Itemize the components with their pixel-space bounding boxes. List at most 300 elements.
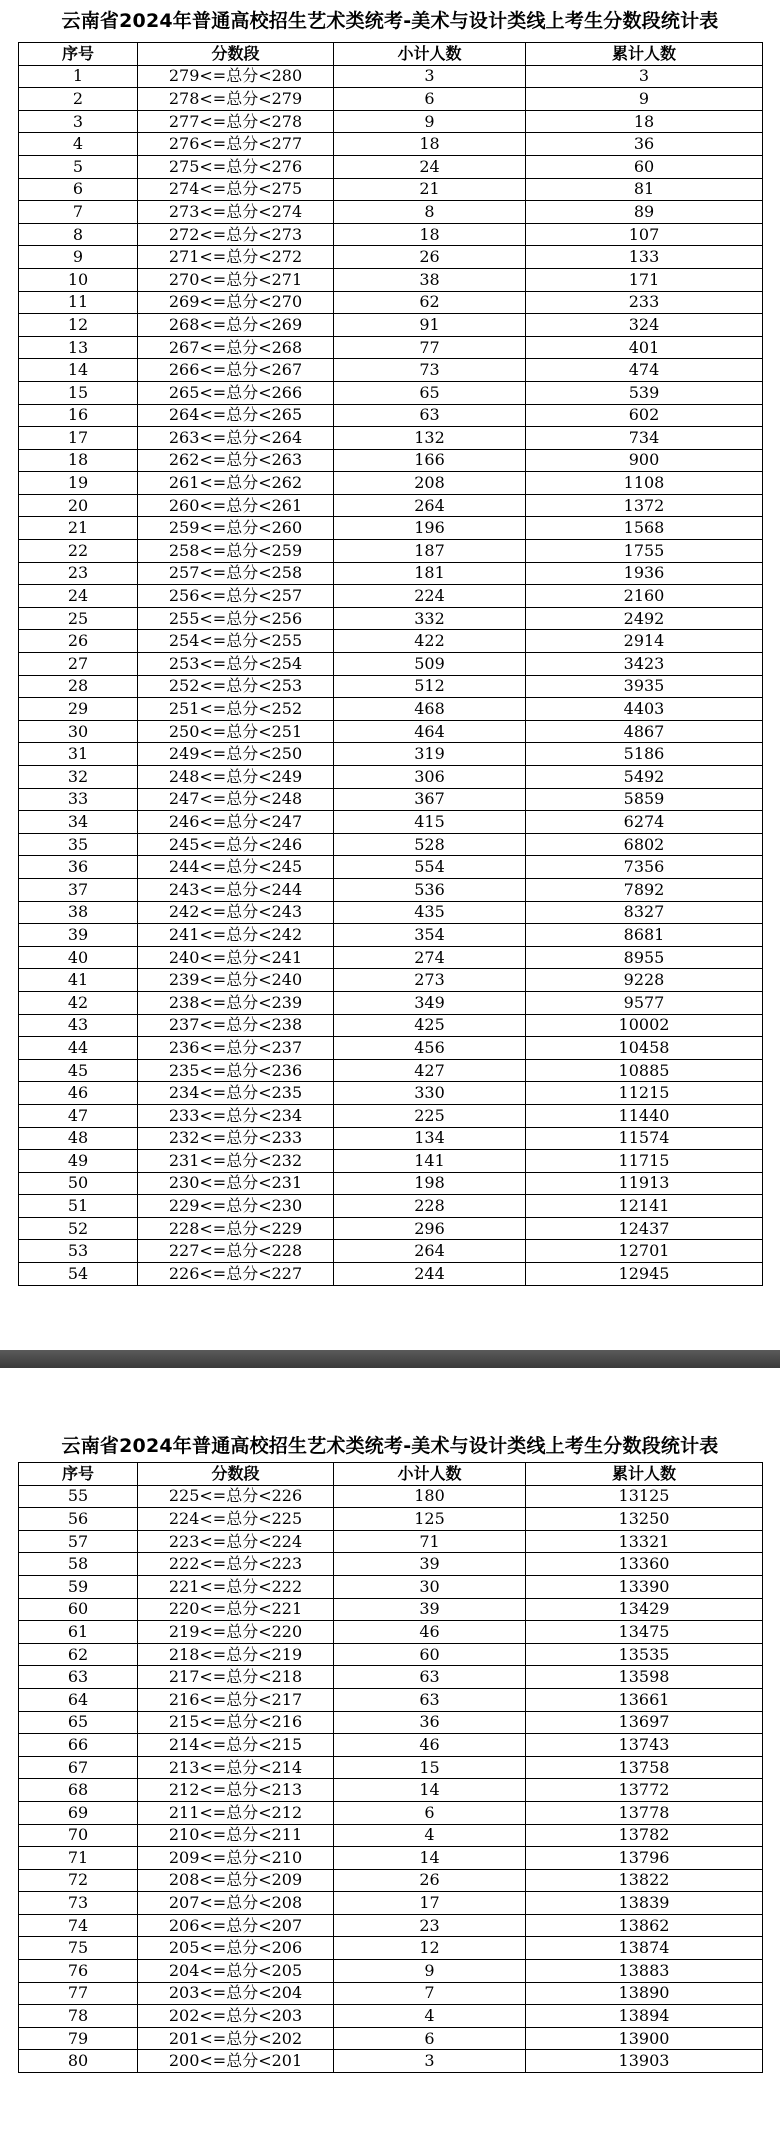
cell-index: 75: [19, 1937, 138, 1960]
cell-cumulative: 10002: [526, 1014, 763, 1037]
cell-cumulative: 18: [526, 110, 763, 133]
cell-cumulative: 13360: [526, 1553, 763, 1576]
cell-score-range: 276<=总分<277: [138, 133, 334, 156]
cell-score-range: 278<=总分<279: [138, 88, 334, 111]
cell-index: 6: [19, 178, 138, 201]
cell-index: 36: [19, 856, 138, 879]
cell-subtotal: 73: [334, 359, 526, 382]
cell-index: 55: [19, 1485, 138, 1508]
cell-cumulative: 539: [526, 381, 763, 404]
table-row: [19, 630, 763, 653]
table-row: [19, 336, 763, 359]
cell-score-range: 216<=总分<217: [138, 1688, 334, 1711]
cell-score-range: 256<=总分<257: [138, 585, 334, 608]
cell-score-range: 229<=总分<230: [138, 1195, 334, 1218]
table-row: [19, 1734, 763, 1757]
cell-subtotal: 8: [334, 201, 526, 224]
cell-cumulative: 3935: [526, 675, 763, 698]
cell-score-range: 217<=总分<218: [138, 1666, 334, 1689]
table-row: [19, 1711, 763, 1734]
cell-score-range: 238<=总分<239: [138, 991, 334, 1014]
cell-index: 29: [19, 698, 138, 721]
cell-index: 33: [19, 788, 138, 811]
cell-index: 59: [19, 1575, 138, 1598]
cell-cumulative: 81: [526, 178, 763, 201]
table-row: [19, 427, 763, 450]
cell-score-range: 242<=总分<243: [138, 901, 334, 924]
cell-index: 44: [19, 1037, 138, 1060]
cell-index: 7: [19, 201, 138, 224]
cell-subtotal: 244: [334, 1263, 526, 1286]
table-body: [19, 65, 763, 1285]
table-row: [19, 1937, 763, 1960]
table-row: [19, 494, 763, 517]
cell-score-range: 250<=总分<251: [138, 720, 334, 743]
cell-index: 68: [19, 1779, 138, 1802]
cell-score-range: 245<=总分<246: [138, 833, 334, 856]
cell-index: 47: [19, 1104, 138, 1127]
cell-subtotal: 228: [334, 1195, 526, 1218]
cell-subtotal: 6: [334, 2027, 526, 2050]
cell-score-range: 251<=总分<252: [138, 698, 334, 721]
cell-score-range: 222<=总分<223: [138, 1553, 334, 1576]
cell-score-range: 258<=总分<259: [138, 540, 334, 563]
cell-subtotal: 512: [334, 675, 526, 698]
table-row: [19, 675, 763, 698]
table-row: [19, 1263, 763, 1286]
cell-cumulative: 6802: [526, 833, 763, 856]
cell-subtotal: 180: [334, 1485, 526, 1508]
cell-score-range: 257<=总分<258: [138, 562, 334, 585]
cell-cumulative: 12701: [526, 1240, 763, 1263]
cell-cumulative: 13874: [526, 1937, 763, 1960]
cell-cumulative: 13758: [526, 1756, 763, 1779]
cell-cumulative: 13900: [526, 2027, 763, 2050]
table-row: [19, 133, 763, 156]
table-row: [19, 1688, 763, 1711]
table-row: [19, 946, 763, 969]
cell-cumulative: 11440: [526, 1104, 763, 1127]
cell-index: 15: [19, 381, 138, 404]
cell-index: 50: [19, 1172, 138, 1195]
cell-subtotal: 330: [334, 1082, 526, 1105]
cell-cumulative: 89: [526, 201, 763, 224]
table-row: [19, 1530, 763, 1553]
table-row: [19, 1240, 763, 1263]
cell-index: 49: [19, 1150, 138, 1173]
cell-score-range: 212<=总分<213: [138, 1779, 334, 1802]
score-table: [18, 42, 763, 1286]
col-header-cumulative: 累计人数: [526, 43, 763, 66]
cell-index: 16: [19, 404, 138, 427]
cell-score-range: 272<=总分<273: [138, 223, 334, 246]
cell-index: 18: [19, 449, 138, 472]
table-row: [19, 359, 763, 382]
cell-index: 38: [19, 901, 138, 924]
cell-index: 17: [19, 427, 138, 450]
cell-score-range: 202<=总分<203: [138, 2005, 334, 2028]
table-row: [19, 833, 763, 856]
table-row: [19, 2027, 763, 2050]
header-row: [19, 43, 763, 66]
cell-score-range: 269<=总分<270: [138, 291, 334, 314]
cell-index: 39: [19, 924, 138, 947]
cell-score-range: 248<=总分<249: [138, 766, 334, 789]
cell-index: 2: [19, 88, 138, 111]
cell-score-range: 206<=总分<207: [138, 1914, 334, 1937]
cell-subtotal: 349: [334, 991, 526, 1014]
cell-index: 40: [19, 946, 138, 969]
cell-cumulative: 13894: [526, 2005, 763, 2028]
cell-score-range: 255<=总分<256: [138, 607, 334, 630]
cell-subtotal: 319: [334, 743, 526, 766]
table-row: [19, 2050, 763, 2073]
cell-cumulative: 4867: [526, 720, 763, 743]
cell-index: 26: [19, 630, 138, 653]
cell-index: 35: [19, 833, 138, 856]
cell-cumulative: 11215: [526, 1082, 763, 1105]
header-row: [19, 1463, 763, 1486]
cell-subtotal: 464: [334, 720, 526, 743]
table-row: [19, 585, 763, 608]
cell-score-range: 240<=总分<241: [138, 946, 334, 969]
cell-subtotal: 17: [334, 1892, 526, 1915]
cell-subtotal: 60: [334, 1643, 526, 1666]
table-row: [19, 562, 763, 585]
cell-subtotal: 12: [334, 1937, 526, 1960]
cell-cumulative: 7356: [526, 856, 763, 879]
cell-subtotal: 264: [334, 494, 526, 517]
cell-subtotal: 468: [334, 698, 526, 721]
cell-cumulative: 8327: [526, 901, 763, 924]
table-row: [19, 991, 763, 1014]
cell-index: 69: [19, 1801, 138, 1824]
table-row: [19, 178, 763, 201]
cell-subtotal: 125: [334, 1508, 526, 1531]
cell-index: 41: [19, 969, 138, 992]
cell-cumulative: 13903: [526, 2050, 763, 2073]
page-title: 云南省2024年普通高校招生艺术类统考-美术与设计类线上考生分数段统计表: [61, 1435, 719, 1457]
cell-subtotal: 71: [334, 1530, 526, 1553]
cell-subtotal: 15: [334, 1756, 526, 1779]
cell-index: 73: [19, 1892, 138, 1915]
cell-subtotal: 18: [334, 133, 526, 156]
cell-cumulative: 13796: [526, 1847, 763, 1870]
cell-score-range: 271<=总分<272: [138, 246, 334, 269]
cell-score-range: 211<=总分<212: [138, 1801, 334, 1824]
cell-subtotal: 196: [334, 517, 526, 540]
cell-cumulative: 13475: [526, 1621, 763, 1644]
cell-score-range: 232<=总分<233: [138, 1127, 334, 1150]
cell-score-range: 227<=总分<228: [138, 1240, 334, 1263]
cell-cumulative: 4403: [526, 698, 763, 721]
cell-subtotal: 46: [334, 1734, 526, 1757]
table-row: [19, 743, 763, 766]
cell-score-range: 249<=总分<250: [138, 743, 334, 766]
cell-score-range: 203<=总分<204: [138, 1982, 334, 2005]
cell-score-range: 234<=总分<235: [138, 1082, 334, 1105]
cell-score-range: 277<=总分<278: [138, 110, 334, 133]
cell-subtotal: 39: [334, 1598, 526, 1621]
cell-index: 1: [19, 65, 138, 88]
cell-index: 57: [19, 1530, 138, 1553]
table-row: [19, 1598, 763, 1621]
table-row: [19, 856, 763, 879]
cell-score-range: 223<=总分<224: [138, 1530, 334, 1553]
col-header-subtotal: 小计人数: [334, 1463, 526, 1486]
cell-score-range: 274<=总分<275: [138, 178, 334, 201]
table-row: [19, 517, 763, 540]
cell-subtotal: 46: [334, 1621, 526, 1644]
cell-score-range: 273<=总分<274: [138, 201, 334, 224]
cell-index: 52: [19, 1217, 138, 1240]
table-row: [19, 1575, 763, 1598]
cell-index: 19: [19, 472, 138, 495]
cell-subtotal: 456: [334, 1037, 526, 1060]
cell-score-range: 213<=总分<214: [138, 1756, 334, 1779]
cell-cumulative: 13822: [526, 1869, 763, 1892]
cell-subtotal: 225: [334, 1104, 526, 1127]
cell-subtotal: 39: [334, 1553, 526, 1576]
cell-subtotal: 332: [334, 607, 526, 630]
cell-cumulative: 9: [526, 88, 763, 111]
cell-score-range: 254<=总分<255: [138, 630, 334, 653]
cell-subtotal: 198: [334, 1172, 526, 1195]
cell-cumulative: 12437: [526, 1217, 763, 1240]
cell-cumulative: 13883: [526, 1960, 763, 1983]
cell-index: 14: [19, 359, 138, 382]
table-row: [19, 788, 763, 811]
table-row: [19, 201, 763, 224]
table-row: [19, 540, 763, 563]
table-row: [19, 1756, 763, 1779]
page-title: 云南省2024年普通高校招生艺术类统考-美术与设计类线上考生分数段统计表: [61, 10, 719, 32]
cell-subtotal: 528: [334, 833, 526, 856]
cell-subtotal: 63: [334, 404, 526, 427]
col-header-cumulative: 累计人数: [526, 1463, 763, 1486]
cell-score-range: 201<=总分<202: [138, 2027, 334, 2050]
cell-score-range: 237<=总分<238: [138, 1014, 334, 1037]
cell-subtotal: 264: [334, 1240, 526, 1263]
table-row: [19, 1847, 763, 1870]
cell-score-range: 268<=总分<269: [138, 314, 334, 337]
cell-index: 27: [19, 653, 138, 676]
cell-index: 12: [19, 314, 138, 337]
cell-cumulative: 1755: [526, 540, 763, 563]
table-body: [19, 1485, 763, 2072]
cell-subtotal: 26: [334, 1869, 526, 1892]
cell-cumulative: 9577: [526, 991, 763, 1014]
cell-cumulative: 10885: [526, 1059, 763, 1082]
cell-index: 3: [19, 110, 138, 133]
score-table: [18, 1462, 763, 2073]
cell-subtotal: 14: [334, 1779, 526, 1802]
table-row: [19, 653, 763, 676]
cell-index: 61: [19, 1621, 138, 1644]
cell-index: 22: [19, 540, 138, 563]
cell-subtotal: 296: [334, 1217, 526, 1240]
cell-cumulative: 13778: [526, 1801, 763, 1824]
cell-subtotal: 422: [334, 630, 526, 653]
table-row: [19, 698, 763, 721]
cell-score-range: 236<=总分<237: [138, 1037, 334, 1060]
cell-index: 21: [19, 517, 138, 540]
cell-subtotal: 21: [334, 178, 526, 201]
table-row: [19, 291, 763, 314]
cell-index: 28: [19, 675, 138, 698]
table-row: [19, 1059, 763, 1082]
cell-score-range: 270<=总分<271: [138, 268, 334, 291]
cell-subtotal: 166: [334, 449, 526, 472]
cell-index: 66: [19, 1734, 138, 1757]
cell-score-range: 253<=总分<254: [138, 653, 334, 676]
table-row: [19, 1801, 763, 1824]
cell-score-range: 228<=总分<229: [138, 1217, 334, 1240]
cell-index: 70: [19, 1824, 138, 1847]
cell-score-range: 230<=总分<231: [138, 1172, 334, 1195]
cell-cumulative: 60: [526, 155, 763, 178]
cell-cumulative: 13743: [526, 1734, 763, 1757]
cell-cumulative: 13782: [526, 1824, 763, 1847]
cell-index: 13: [19, 336, 138, 359]
cell-score-range: 267<=总分<268: [138, 336, 334, 359]
cell-cumulative: 5492: [526, 766, 763, 789]
cell-cumulative: 36: [526, 133, 763, 156]
table-row: [19, 878, 763, 901]
cell-score-range: 226<=总分<227: [138, 1263, 334, 1286]
cell-cumulative: 5859: [526, 788, 763, 811]
cell-cumulative: 13390: [526, 1575, 763, 1598]
table-row: [19, 110, 763, 133]
cell-index: 54: [19, 1263, 138, 1286]
cell-score-range: 264<=总分<265: [138, 404, 334, 427]
cell-score-range: 259<=总分<260: [138, 517, 334, 540]
cell-score-range: 204<=总分<205: [138, 1960, 334, 1983]
cell-index: 30: [19, 720, 138, 743]
col-header-index: 序号: [19, 1463, 138, 1486]
cell-score-range: 275<=总分<276: [138, 155, 334, 178]
cell-index: 78: [19, 2005, 138, 2028]
cell-cumulative: 9228: [526, 969, 763, 992]
table-row: [19, 1127, 763, 1150]
cell-cumulative: 6274: [526, 811, 763, 834]
cell-cumulative: 13772: [526, 1779, 763, 1802]
table-row: [19, 1104, 763, 1127]
cell-cumulative: 2160: [526, 585, 763, 608]
cell-index: 9: [19, 246, 138, 269]
col-header-score-range: 分数段: [138, 1463, 334, 1486]
cell-index: 53: [19, 1240, 138, 1263]
cell-score-range: 233<=总分<234: [138, 1104, 334, 1127]
table-row: [19, 268, 763, 291]
cell-cumulative: 8681: [526, 924, 763, 947]
cell-index: 4: [19, 133, 138, 156]
cell-cumulative: 7892: [526, 878, 763, 901]
cell-subtotal: 187: [334, 540, 526, 563]
cell-index: 56: [19, 1508, 138, 1531]
cell-subtotal: 63: [334, 1688, 526, 1711]
cell-cumulative: 900: [526, 449, 763, 472]
cell-subtotal: 38: [334, 268, 526, 291]
cell-subtotal: 4: [334, 1824, 526, 1847]
cell-score-range: 265<=总分<266: [138, 381, 334, 404]
cell-index: 32: [19, 766, 138, 789]
cell-score-range: 200<=总分<201: [138, 2050, 334, 2073]
cell-subtotal: 274: [334, 946, 526, 969]
table-row: [19, 314, 763, 337]
cell-cumulative: 171: [526, 268, 763, 291]
table-row: [19, 607, 763, 630]
table-row: [19, 223, 763, 246]
cell-score-range: 219<=总分<220: [138, 1621, 334, 1644]
cell-cumulative: 3423: [526, 653, 763, 676]
cell-subtotal: 9: [334, 1960, 526, 1983]
cell-score-range: 246<=总分<247: [138, 811, 334, 834]
table-row: [19, 1914, 763, 1937]
table-row: [19, 720, 763, 743]
cell-subtotal: 91: [334, 314, 526, 337]
table-row: [19, 1982, 763, 2005]
cell-subtotal: 141: [334, 1150, 526, 1173]
cell-index: 24: [19, 585, 138, 608]
cell-subtotal: 536: [334, 878, 526, 901]
cell-subtotal: 425: [334, 1014, 526, 1037]
cell-cumulative: 11715: [526, 1150, 763, 1173]
table-row: [19, 924, 763, 947]
cell-subtotal: 181: [334, 562, 526, 585]
cell-index: 51: [19, 1195, 138, 1218]
cell-score-range: 210<=总分<211: [138, 1824, 334, 1847]
cell-score-range: 207<=总分<208: [138, 1892, 334, 1915]
cell-subtotal: 77: [334, 336, 526, 359]
table-row: [19, 472, 763, 495]
cell-cumulative: 8955: [526, 946, 763, 969]
cell-subtotal: 3: [334, 65, 526, 88]
cell-score-range: 220<=总分<221: [138, 1598, 334, 1621]
cell-score-range: 224<=总分<225: [138, 1508, 334, 1531]
cell-subtotal: 554: [334, 856, 526, 879]
cell-subtotal: 65: [334, 381, 526, 404]
cell-subtotal: 208: [334, 472, 526, 495]
cell-index: 48: [19, 1127, 138, 1150]
cell-subtotal: 36: [334, 1711, 526, 1734]
cell-index: 77: [19, 1982, 138, 2005]
table-row: [19, 1172, 763, 1195]
cell-index: 63: [19, 1666, 138, 1689]
cell-subtotal: 415: [334, 811, 526, 834]
cell-cumulative: 107: [526, 223, 763, 246]
table-row: [19, 969, 763, 992]
cell-index: 31: [19, 743, 138, 766]
cell-cumulative: 401: [526, 336, 763, 359]
cell-cumulative: 233: [526, 291, 763, 314]
cell-cumulative: 13697: [526, 1711, 763, 1734]
table-row: [19, 449, 763, 472]
cell-index: 11: [19, 291, 138, 314]
cell-subtotal: 4: [334, 2005, 526, 2028]
cell-index: 10: [19, 268, 138, 291]
col-header-subtotal: 小计人数: [334, 43, 526, 66]
cell-cumulative: 13661: [526, 1688, 763, 1711]
cell-cumulative: 2914: [526, 630, 763, 653]
cell-cumulative: 11913: [526, 1172, 763, 1195]
cell-index: 45: [19, 1059, 138, 1082]
table-row: [19, 381, 763, 404]
cell-score-range: 209<=总分<210: [138, 1847, 334, 1870]
cell-subtotal: 427: [334, 1059, 526, 1082]
table-row: [19, 1892, 763, 1915]
table-row: [19, 1643, 763, 1666]
